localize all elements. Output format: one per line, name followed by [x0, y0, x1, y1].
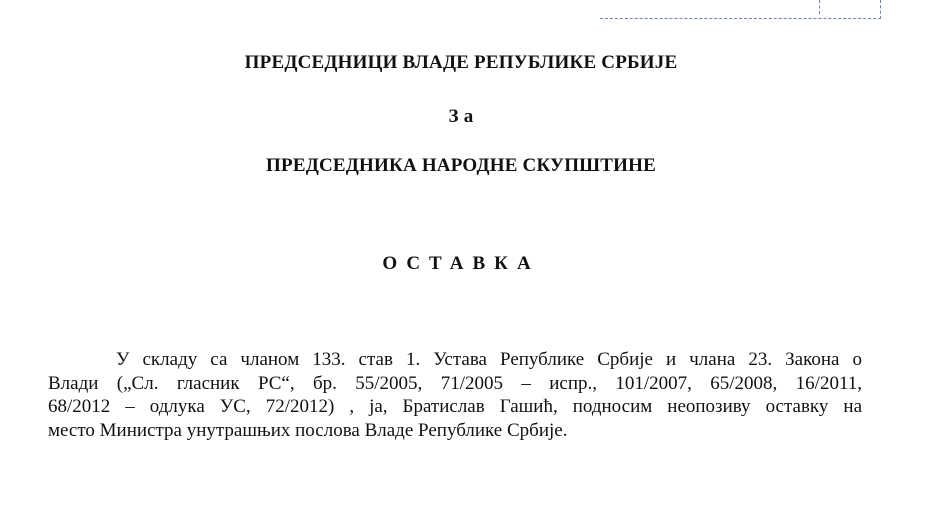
addressee-heading: ПРЕДСЕДНИЦИ ВЛАДЕ РЕПУБЛИКЕ СРБИЈЕ — [244, 52, 678, 73]
body-line: Влади („Сл. гласник РС“, бр. 55/2005, 71/2005 – испр., 101/2007, 65/2008, 16/2011, — [48, 372, 862, 394]
body-line: У складу са чланом 133. став 1. Устава Републике Србије и члана 23. Закона о — [116, 349, 862, 370]
body-line: место Министра унутрашњих послова Владе Републике Србије. — [48, 419, 568, 441]
stamp-mark — [600, 0, 881, 19]
recipient-heading: ПРЕДСЕДНИКА НАРОДНЕ СКУПШТИНЕ — [266, 155, 656, 176]
body-paragraph — [48, 348, 862, 442]
document-title: ОСТАВКА — [382, 253, 540, 274]
body-line: 68/2012 – одлука УС, 72/2012) , ја, Братислав Гашић, подносим неопозиву оставку на — [48, 396, 862, 417]
for-label: З а — [448, 106, 474, 127]
